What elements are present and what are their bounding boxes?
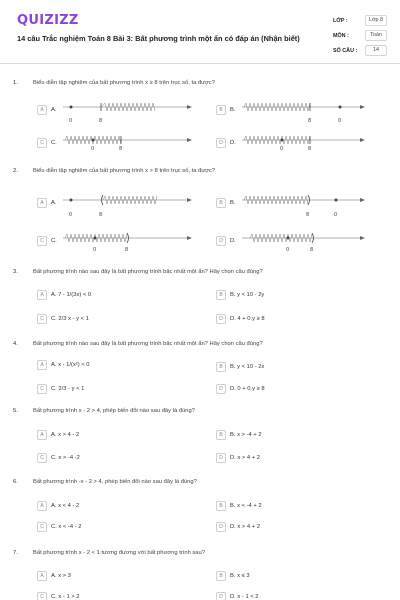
option-text: A. 7 - 1/(3x) < 0	[51, 292, 92, 298]
meta-count-label: SỐ CÂU :	[333, 48, 358, 54]
number-line	[61, 192, 196, 220]
option-text: B. x ≤ 3	[230, 573, 250, 579]
option-badge: C	[37, 592, 47, 600]
option-badge: D	[216, 138, 226, 148]
question-text: Biểu diễn tập nghiệm của bất phương trình x ≥ 8 trên trục số, ta được?	[33, 80, 215, 86]
option-badge: D	[216, 314, 226, 324]
option-text: A. x < 4 - 2	[51, 503, 80, 509]
numberline-label: 8	[125, 247, 129, 253]
numberline-label: 8	[99, 212, 103, 218]
meta-subject-label: MÔN :	[333, 33, 349, 39]
option-badge: D	[216, 384, 226, 394]
option-label: A.	[51, 200, 57, 206]
option-badge: B	[216, 105, 226, 115]
meta-class	[333, 14, 389, 28]
meta-count	[333, 44, 389, 58]
number-line	[240, 230, 370, 254]
option-badge: C	[37, 236, 47, 246]
option-label: C.	[51, 140, 57, 146]
option-text: C. 2/3 x - y < 1	[51, 316, 89, 322]
quizizz-logo[interactable]: QUIZIZZ	[17, 13, 79, 28]
number-line	[61, 99, 196, 125]
option-text: C. x - 1 > 2	[51, 594, 80, 600]
question-number: 1.	[13, 80, 18, 86]
numberline-label: 0	[334, 212, 338, 218]
numberline-label: 0	[286, 247, 290, 253]
option-label: D.	[230, 140, 236, 146]
meta-class-value: Lớp 8	[365, 15, 387, 26]
option-badge: D	[216, 236, 226, 246]
question-number: 4.	[13, 341, 18, 347]
option-badge: D	[216, 522, 226, 532]
number-line	[240, 99, 370, 125]
question-text: Bất phương trình nào sau đây là bất phương trình bậc nhất một ẩn? Hãy chọn câu đúng?	[33, 269, 263, 275]
option-label: D.	[230, 238, 236, 244]
option-badge: C	[37, 138, 47, 148]
option-text: D. 0 + 0.y ≥ 8	[230, 386, 265, 392]
option-badge: D	[216, 453, 226, 463]
question-text: Bất phương trình x - 2 > 4, phép biến đổi nào sau đây là đúng?	[33, 408, 195, 414]
header-divider	[0, 63, 400, 64]
option-badge: C	[37, 522, 47, 532]
number-line	[240, 192, 370, 220]
option-label: B.	[230, 200, 236, 206]
numberline-label: 0	[280, 146, 284, 152]
option-text: B. x < -4 + 2	[230, 503, 262, 509]
option-text: B. y < 10 - 2y	[230, 292, 265, 298]
numberline-label: 0	[69, 212, 73, 218]
numberline-label: 8	[99, 118, 103, 124]
question-number: 2.	[13, 168, 18, 174]
option-text: C. 2/3 - y < 1	[51, 386, 85, 392]
question-text: Bất phương trình nào sau đây là bất phương trình bậc nhất một ẩn? Hãy chọn câu đúng?	[33, 341, 263, 347]
option-badge: A	[37, 105, 47, 115]
document-title: 14 câu Trắc nghiệm Toán 8 Bài 3: Bất phương trình một ẩn có đáp án (Nhận biết)	[17, 34, 300, 43]
option-text: A. x > 4 - 2	[51, 432, 80, 438]
number-line	[240, 132, 370, 152]
option-text: D. x > 4 + 2	[230, 455, 260, 461]
option-badge: A	[37, 501, 47, 511]
option-text: D. 4 + 0.y ≥ 8	[230, 316, 265, 322]
option-text: C. x < -4 - 2	[51, 524, 82, 530]
option-badge: A	[37, 360, 47, 370]
option-badge: C	[37, 453, 47, 463]
option-badge: B	[216, 198, 226, 208]
question-text: Biểu diễn tập nghiệm của bất phương trình x > 8 trên trục số, ta được?	[33, 168, 216, 174]
meta-class-label: LỚP :	[333, 18, 348, 24]
numberline-label: 8	[308, 146, 312, 152]
question-number: 5.	[13, 408, 18, 414]
option-badge: B	[216, 362, 226, 372]
option-text: C. x > -4 -2	[51, 455, 80, 461]
option-badge: B	[216, 430, 226, 440]
option-label: C.	[51, 238, 57, 244]
numberline-label: 0	[69, 118, 73, 124]
numberline-label: 8	[119, 146, 123, 152]
option-badge: B	[216, 571, 226, 581]
option-label: B.	[230, 107, 236, 113]
numberline-label: 0	[91, 146, 95, 152]
option-text: B. x > -4 + 2	[230, 432, 262, 438]
question-text: Bất phương trình x - 2 < 1 tương đương với bất phương trình sau?	[33, 550, 205, 556]
option-text: B. y < 10 - 2x	[230, 364, 265, 370]
option-text: A. x > 3	[51, 573, 71, 579]
option-label: A.	[51, 107, 57, 113]
question-number: 3.	[13, 269, 18, 275]
option-badge: D	[216, 592, 226, 600]
numberline-label: 0	[93, 247, 97, 253]
page-header	[0, 0, 400, 62]
numberline-label: 8	[310, 247, 314, 253]
option-badge: C	[37, 384, 47, 394]
option-badge: B	[216, 290, 226, 300]
option-badge: A	[37, 430, 47, 440]
numberline-label: 0	[338, 118, 342, 124]
question-text: Bất phương trình -x - 2 > 4, phép biến đổi nào sau đây là đúng?	[33, 479, 197, 485]
option-text: D. x > 4 + 2	[230, 524, 260, 530]
option-badge: A	[37, 290, 47, 300]
numberline-label: 8	[308, 118, 312, 124]
numberline-label: 8	[306, 212, 310, 218]
meta-count-value: 14	[365, 45, 387, 56]
option-text: D. x - 1 < 2	[230, 594, 259, 600]
number-line	[61, 230, 196, 254]
option-badge: B	[216, 501, 226, 511]
number-line	[61, 132, 196, 152]
option-text: A. x - 1/(x²) < 0	[51, 362, 90, 368]
question-number: 6.	[13, 479, 18, 485]
meta-subject-value: Toán	[365, 30, 387, 41]
option-badge: A	[37, 571, 47, 581]
meta-subject	[333, 29, 389, 43]
question-number: 7.	[13, 550, 18, 556]
option-badge: A	[37, 198, 47, 208]
option-badge: C	[37, 314, 47, 324]
